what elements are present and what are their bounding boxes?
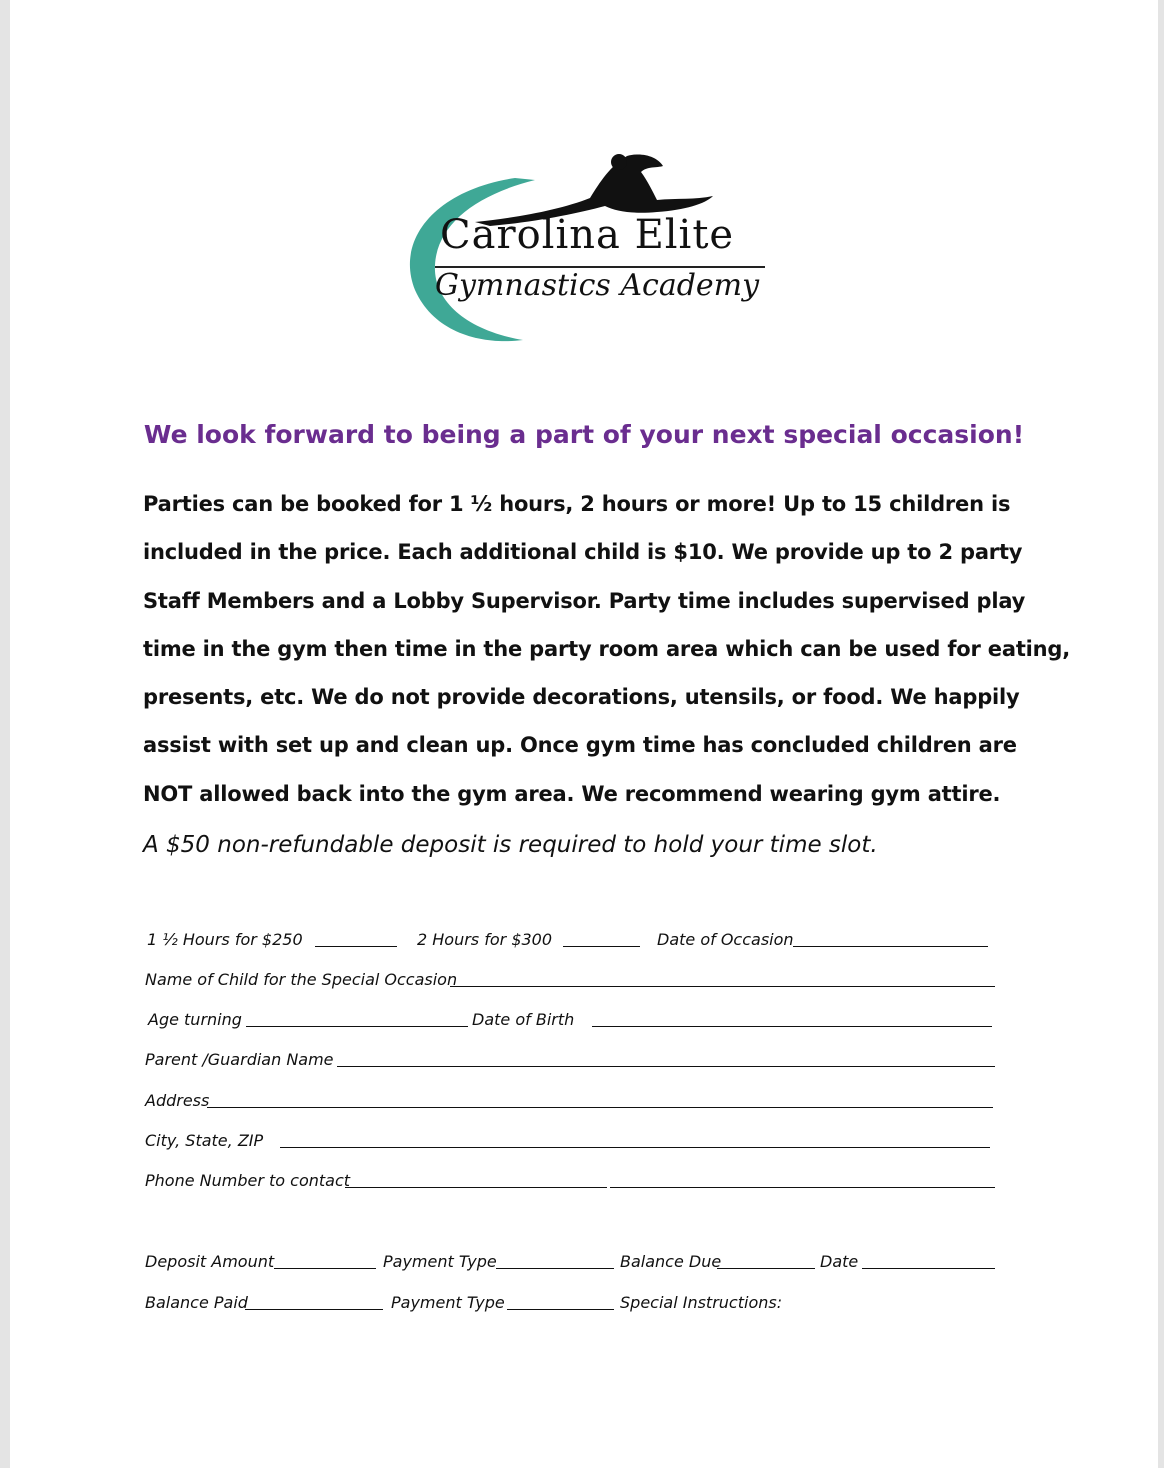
date-of-occasion-field[interactable] bbox=[793, 946, 988, 947]
phone-label: Phone Number to contact bbox=[145, 1171, 351, 1190]
payment-type-field-2[interactable] bbox=[507, 1309, 614, 1310]
child-name-label: Name of Child for the Special Occasion bbox=[145, 970, 458, 989]
deposit-amount-field[interactable] bbox=[274, 1268, 376, 1269]
logo-title: Carolina Elite bbox=[440, 212, 735, 258]
city-state-zip-field[interactable] bbox=[280, 1147, 990, 1148]
city-state-zip-label: City, State, ZIP bbox=[145, 1131, 264, 1150]
date-field[interactable] bbox=[862, 1268, 995, 1269]
parent-name-label: Parent /Guardian Name bbox=[145, 1050, 334, 1069]
address-field[interactable] bbox=[207, 1107, 993, 1108]
paragraph-line: Parties can be booked for 1 ½ hours, 2 hours or more! Up to 15 children is bbox=[143, 492, 1011, 516]
deposit-amount-label: Deposit Amount bbox=[145, 1252, 275, 1271]
address-label: Address bbox=[145, 1091, 210, 1110]
logo-subtitle: Gymnastics Academy bbox=[435, 268, 760, 303]
child-name-field[interactable] bbox=[450, 986, 995, 987]
parent-name-field[interactable] bbox=[337, 1066, 995, 1067]
paragraph-line: included in the price. Each additional child is $10. We provide up to 2 party bbox=[143, 540, 1023, 565]
date-label: Date bbox=[820, 1252, 859, 1271]
date-of-birth-label: Date of Birth bbox=[472, 1010, 575, 1029]
special-instructions-label: Special Instructions: bbox=[620, 1293, 783, 1312]
option-90min-field[interactable] bbox=[315, 946, 397, 947]
phone-field-2[interactable] bbox=[610, 1187, 995, 1188]
option-2hr-field[interactable] bbox=[563, 946, 640, 947]
paragraph-line: assist with set up and clean up. Once gym time has concluded children are bbox=[143, 733, 1017, 758]
option-label-90min: 1 ½ Hours for $250 bbox=[147, 930, 303, 949]
paragraph-line: Staff Members and a Lobby Supervisor. Party time includes supervised play bbox=[143, 588, 1026, 613]
balance-due-label: Balance Due bbox=[620, 1252, 722, 1271]
payment-type-label-1: Payment Type bbox=[383, 1252, 497, 1271]
age-turning-field[interactable] bbox=[246, 1026, 468, 1027]
deposit-note: A $50 non-refundable deposit is required to hold your time slot. bbox=[143, 832, 878, 858]
paragraph-line: NOT allowed back into the gym area. We recommend wearing gym attire. bbox=[143, 781, 1001, 806]
option-label-2hr: 2 Hours for $300 bbox=[417, 930, 553, 949]
balance-paid-field[interactable] bbox=[245, 1309, 383, 1310]
date-of-occasion-label: Date of Occasion bbox=[657, 930, 794, 949]
age-turning-label: Age turning bbox=[148, 1010, 242, 1029]
payment-type-label-2: Payment Type bbox=[391, 1293, 505, 1312]
paragraph-line: presents, etc. We do not provide decorations, utensils, or food. We happily bbox=[143, 685, 1020, 710]
payment-type-field-1[interactable] bbox=[496, 1268, 614, 1269]
headline: We look forward to being a part of your next special occasion! bbox=[143, 420, 1025, 449]
date-of-birth-field[interactable] bbox=[592, 1026, 992, 1027]
balance-due-field[interactable] bbox=[717, 1268, 815, 1269]
balance-paid-label: Balance Paid bbox=[145, 1293, 248, 1312]
phone-field-1[interactable] bbox=[345, 1187, 607, 1188]
paragraph-line: time in the gym then time in the party room area which can be used for eating, bbox=[143, 636, 1071, 661]
document-page bbox=[10, 0, 1158, 1468]
booking-form bbox=[10, 0, 1158, 1468]
